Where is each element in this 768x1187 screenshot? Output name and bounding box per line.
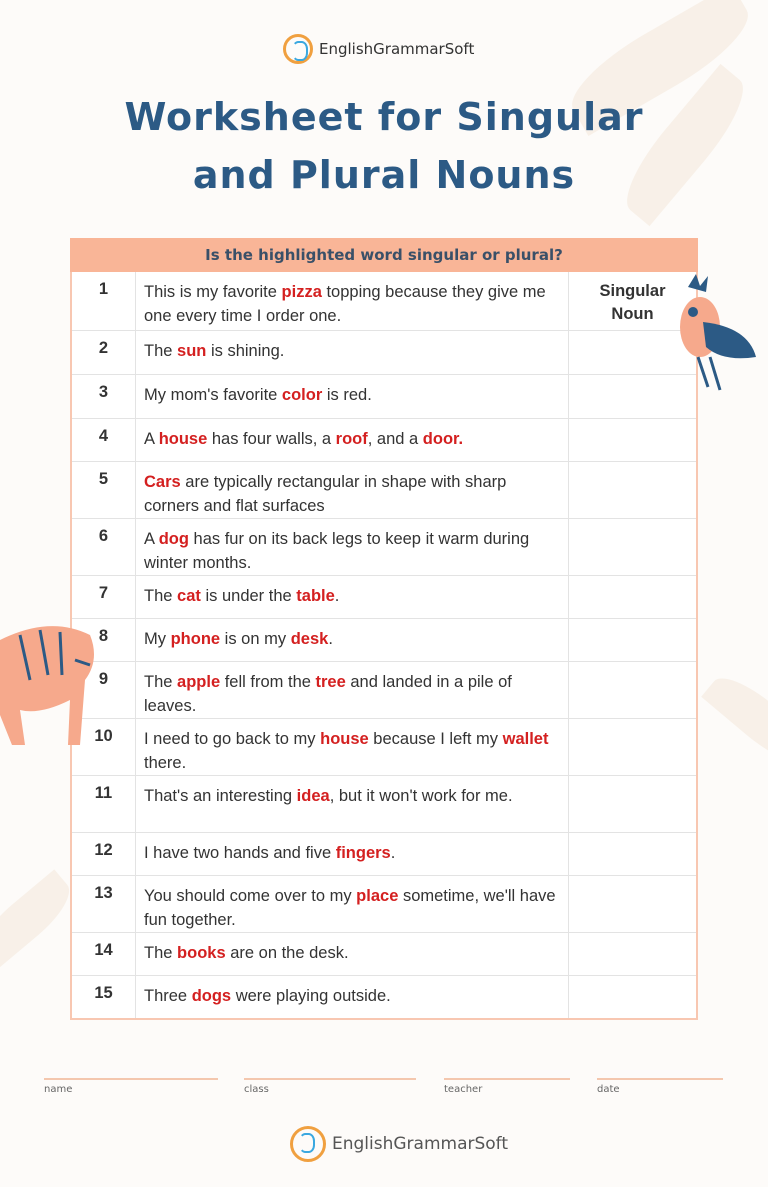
table-row xyxy=(72,575,696,618)
parrot-illustration xyxy=(678,272,758,397)
table-row xyxy=(72,418,696,461)
sentence-text: fell from the xyxy=(220,673,316,691)
sentence-text: This is my favorite xyxy=(144,283,282,301)
row-number: 5 xyxy=(72,462,136,518)
row-number: 14 xyxy=(72,933,136,975)
sentence-text: I need to go back to my xyxy=(144,730,321,748)
table-row xyxy=(72,875,696,932)
sentence-text: The xyxy=(144,673,178,691)
sentence-text: is under the xyxy=(200,587,297,605)
table-row xyxy=(72,618,696,661)
highlighted-noun: house xyxy=(320,730,369,748)
highlighted-noun: place xyxy=(356,887,399,905)
highlighted-noun: books xyxy=(177,944,226,962)
table-row xyxy=(72,374,696,418)
sentence xyxy=(136,462,569,518)
highlighted-noun: wallet xyxy=(502,730,549,748)
answer-cell[interactable] xyxy=(569,576,696,618)
highlighted-noun: phone xyxy=(170,630,221,648)
logo-icon xyxy=(290,1126,326,1162)
sentence-text: topping because they give me one every time I order one. xyxy=(144,283,546,325)
highlighted-noun: fingers xyxy=(335,844,391,862)
row-number: 1 xyxy=(72,272,136,330)
sentence-text: My mom's favorite xyxy=(144,386,282,404)
brand-name: EnglishGrammarSoft xyxy=(319,40,475,58)
highlighted-noun: roof xyxy=(335,430,368,448)
table-row xyxy=(72,272,696,330)
answer-cell[interactable] xyxy=(569,462,696,518)
sentence-text: sometime, we'll have fun together. xyxy=(144,887,556,929)
answer-cell[interactable] xyxy=(569,833,696,875)
answer-cell[interactable] xyxy=(569,876,696,932)
sentence-text: Three xyxy=(144,987,192,1005)
answer-cell[interactable] xyxy=(569,776,696,832)
table-row xyxy=(72,775,696,832)
row-number: 10 xyxy=(72,719,136,775)
sentence-text: The xyxy=(144,944,178,962)
highlighted-noun: house xyxy=(158,430,208,448)
sentence xyxy=(136,719,569,775)
highlighted-noun: door. xyxy=(422,430,464,448)
table-row xyxy=(72,975,696,1018)
sentence-text: You should come over to my xyxy=(144,887,357,905)
table-row xyxy=(72,518,696,575)
highlighted-noun: color xyxy=(281,386,323,404)
sentence-text: . xyxy=(334,587,340,605)
sentence-text: , and a xyxy=(367,430,423,448)
sentence xyxy=(136,976,569,1018)
sentence-text: are on the desk. xyxy=(225,944,349,962)
table-header: Is the highlighted word singular or plural? xyxy=(70,238,698,272)
highlighted-noun: Cars xyxy=(144,473,181,491)
date-field[interactable]: date xyxy=(597,1078,723,1095)
highlighted-noun: idea xyxy=(296,787,330,805)
answer-cell[interactable] xyxy=(569,419,696,461)
table-row xyxy=(72,718,696,775)
sentence-text: My xyxy=(144,630,171,648)
answer-cell[interactable] xyxy=(569,662,696,718)
table-row xyxy=(72,832,696,875)
sentence xyxy=(136,519,569,575)
answer-cell[interactable] xyxy=(569,619,696,661)
sentence-text: is red. xyxy=(322,386,372,404)
sentence xyxy=(136,833,569,875)
table-row xyxy=(72,661,696,718)
sentence-text: , but it won't work for me. xyxy=(329,787,513,805)
row-number: 4 xyxy=(72,419,136,461)
sentence-text: The xyxy=(144,587,178,605)
tiger-illustration xyxy=(0,620,100,750)
sentence-text: has four walls, a xyxy=(207,430,336,448)
highlighted-noun: dog xyxy=(158,530,189,548)
brand-logo-bottom xyxy=(290,1126,508,1162)
brand-name: EnglishGrammarSoft xyxy=(332,1134,509,1154)
sentence-text: is shining. xyxy=(206,342,285,360)
worksheet-table xyxy=(70,238,698,1020)
sentence xyxy=(136,662,569,718)
sentence xyxy=(136,576,569,618)
sentence-text: is on my xyxy=(220,630,291,648)
sentence-text: The xyxy=(144,342,178,360)
class-field[interactable]: class xyxy=(244,1078,416,1095)
page-title: Worksheet for Singular and Plural Nouns xyxy=(124,95,644,197)
sentence xyxy=(136,419,569,461)
sentence xyxy=(136,876,569,932)
answer-cell[interactable] xyxy=(569,976,696,1018)
answer-cell[interactable] xyxy=(569,933,696,975)
sentence xyxy=(136,375,569,418)
sentence-text: I have two hands and five xyxy=(144,844,336,862)
row-number: 11 xyxy=(72,776,136,832)
teacher-field[interactable]: teacher xyxy=(444,1078,570,1095)
sentence xyxy=(136,619,569,661)
highlighted-noun: sun xyxy=(177,342,207,360)
row-number: 8 xyxy=(72,619,136,661)
row-number: 7 xyxy=(72,576,136,618)
row-number: 3 xyxy=(72,375,136,418)
highlighted-noun: table xyxy=(296,587,335,605)
brand-logo-top xyxy=(283,34,474,64)
logo-icon xyxy=(283,34,313,64)
table-row xyxy=(72,932,696,975)
sentence-text: has fur on its back legs to keep it warm during winter months. xyxy=(144,530,530,572)
sentence-text: because I left my xyxy=(368,730,503,748)
answer-cell[interactable] xyxy=(569,719,696,775)
sentence xyxy=(136,331,569,374)
row-number: 6 xyxy=(72,519,136,575)
sentence xyxy=(136,776,569,832)
row-number: 15 xyxy=(72,976,136,1018)
table-row xyxy=(72,330,696,374)
answer-cell[interactable] xyxy=(569,519,696,575)
row-number: 12 xyxy=(72,833,136,875)
sentence-text: there. xyxy=(144,754,187,772)
row-number: 13 xyxy=(72,876,136,932)
sentence xyxy=(136,933,569,975)
answer-cell[interactable] xyxy=(569,375,696,418)
sentence-text: . xyxy=(390,844,396,862)
sentence xyxy=(136,272,569,330)
highlighted-noun: pizza xyxy=(281,283,322,301)
highlighted-noun: desk xyxy=(290,630,329,648)
leaf-decoration xyxy=(0,869,80,970)
answer-cell[interactable]: Singular Noun xyxy=(599,282,666,323)
name-field[interactable]: name xyxy=(44,1078,218,1095)
table-row xyxy=(72,461,696,518)
highlighted-noun: dogs xyxy=(191,987,232,1005)
sentence-text: A xyxy=(144,530,159,548)
row-number: 9 xyxy=(72,662,136,718)
answer-cell[interactable] xyxy=(569,331,696,374)
leaf-decoration xyxy=(701,666,768,774)
highlighted-noun: cat xyxy=(177,587,201,605)
row-number: 2 xyxy=(72,331,136,374)
sentence-text: are typically rectangular in shape with sharp corners and flat surfaces xyxy=(144,473,507,515)
sentence-text: and landed in a pile of leaves. xyxy=(144,673,512,715)
sentence-text: A xyxy=(144,430,159,448)
sentence-text: That's an interesting xyxy=(144,787,297,805)
sentence-text: . xyxy=(328,630,333,648)
highlighted-noun: tree xyxy=(315,673,346,691)
highlighted-noun: apple xyxy=(177,673,221,691)
sentence-text: were playing outside. xyxy=(231,987,391,1005)
